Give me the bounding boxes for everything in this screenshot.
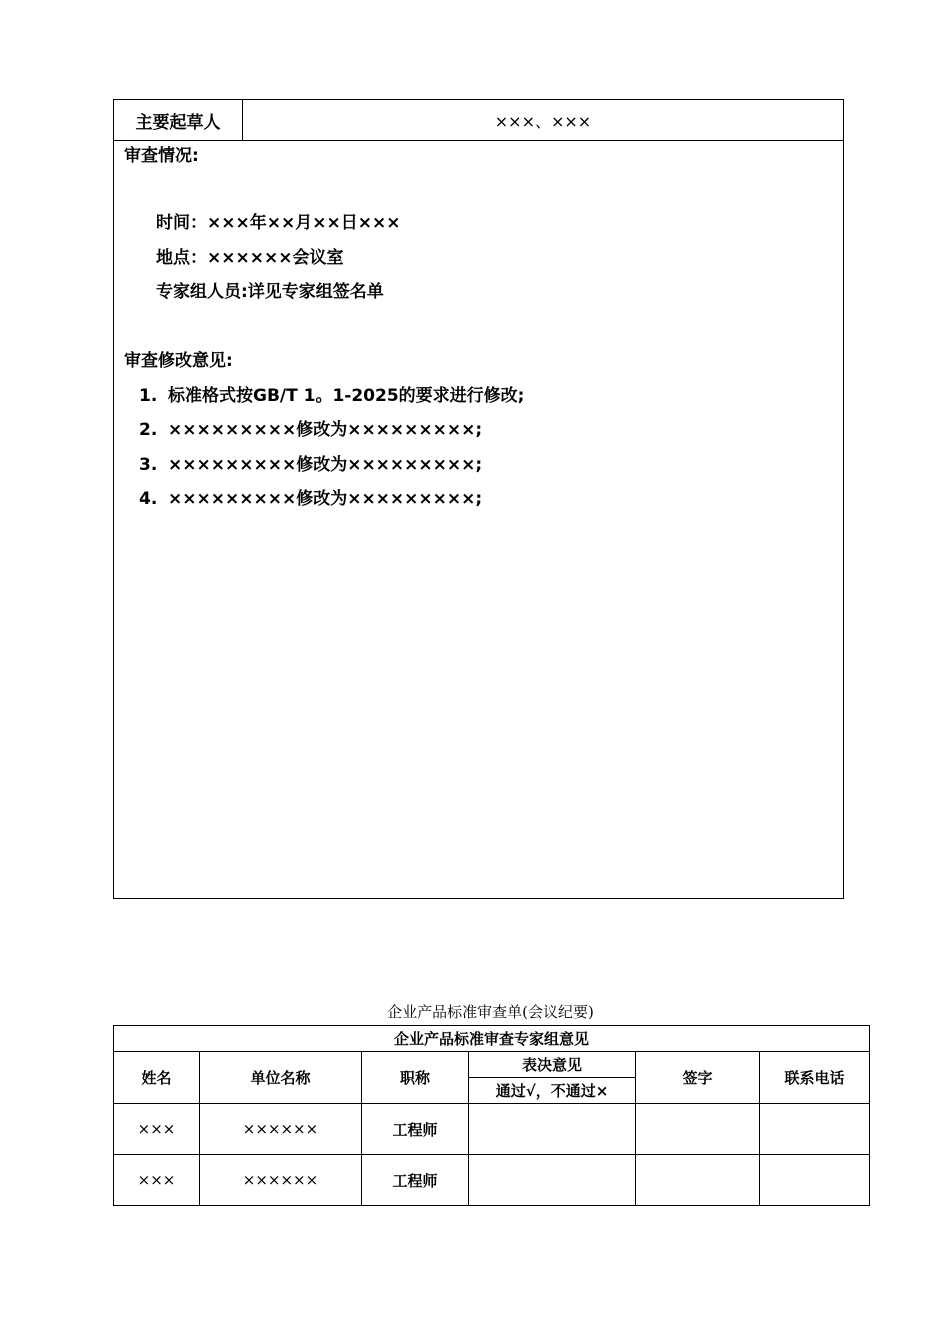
cell-org: ××××××: [200, 1155, 362, 1206]
header-position: 职称: [362, 1052, 469, 1104]
opinion-number: 4.: [139, 489, 158, 509]
cell-name: ×××: [114, 1155, 200, 1206]
cell-vote[interactable]: [469, 1104, 636, 1155]
header-name: 姓名: [114, 1052, 200, 1104]
opinion-title: 审查修改意见:: [124, 351, 233, 371]
header-signature: 签字: [636, 1052, 760, 1104]
opinion-text: ×××××××××修改为×××××××××;: [168, 455, 483, 475]
opinion-text: ×××××××××修改为×××××××××;: [168, 489, 483, 509]
cell-position: 工程师: [362, 1104, 469, 1155]
cell-position: 工程师: [362, 1155, 469, 1206]
cell-signature[interactable]: [636, 1104, 760, 1155]
cell-signature[interactable]: [636, 1155, 760, 1206]
header-vote-sub: 通过√，不通过×: [469, 1078, 636, 1104]
cell-org: ××××××: [200, 1104, 362, 1155]
place-line: 地点：××××××会议室: [156, 248, 344, 268]
opinion-number: 1.: [139, 386, 158, 406]
header-phone: 联系电话: [760, 1052, 870, 1104]
time-line: 时间：×××年××月××日×××: [156, 213, 401, 233]
drafter-value: ×××、×××: [494, 111, 592, 131]
review-form: [113, 99, 844, 899]
header-org: 单位名称: [200, 1052, 362, 1104]
cell-vote[interactable]: [469, 1155, 636, 1206]
sheet-title: 企业产品标准审查专家组意见: [114, 1026, 870, 1052]
header-vote: 表决意见: [469, 1052, 636, 1078]
expert-sign-table: [113, 1025, 870, 1206]
drafter-row: [114, 100, 843, 141]
opinion-number: 2.: [139, 420, 158, 440]
table-row: [114, 1155, 870, 1206]
opinion-text: ×××××××××修改为×××××××××;: [168, 420, 483, 440]
opinion-text: 标准格式按GB/T 1。1-2025的要求进行修改;: [168, 386, 525, 406]
cell-name: ×××: [114, 1104, 200, 1155]
experts-line: 专家组人员:详见专家组签名单: [156, 282, 384, 302]
review-title: 审查情况:: [124, 146, 199, 166]
drafter-label: 主要起草人: [114, 100, 243, 140]
cell-phone[interactable]: [760, 1155, 870, 1206]
cell-phone[interactable]: [760, 1104, 870, 1155]
table-row: [114, 1104, 870, 1155]
opinion-number: 3.: [139, 455, 158, 475]
sheet-caption: 企业产品标准审查单(会议纪要): [387, 1003, 594, 1021]
